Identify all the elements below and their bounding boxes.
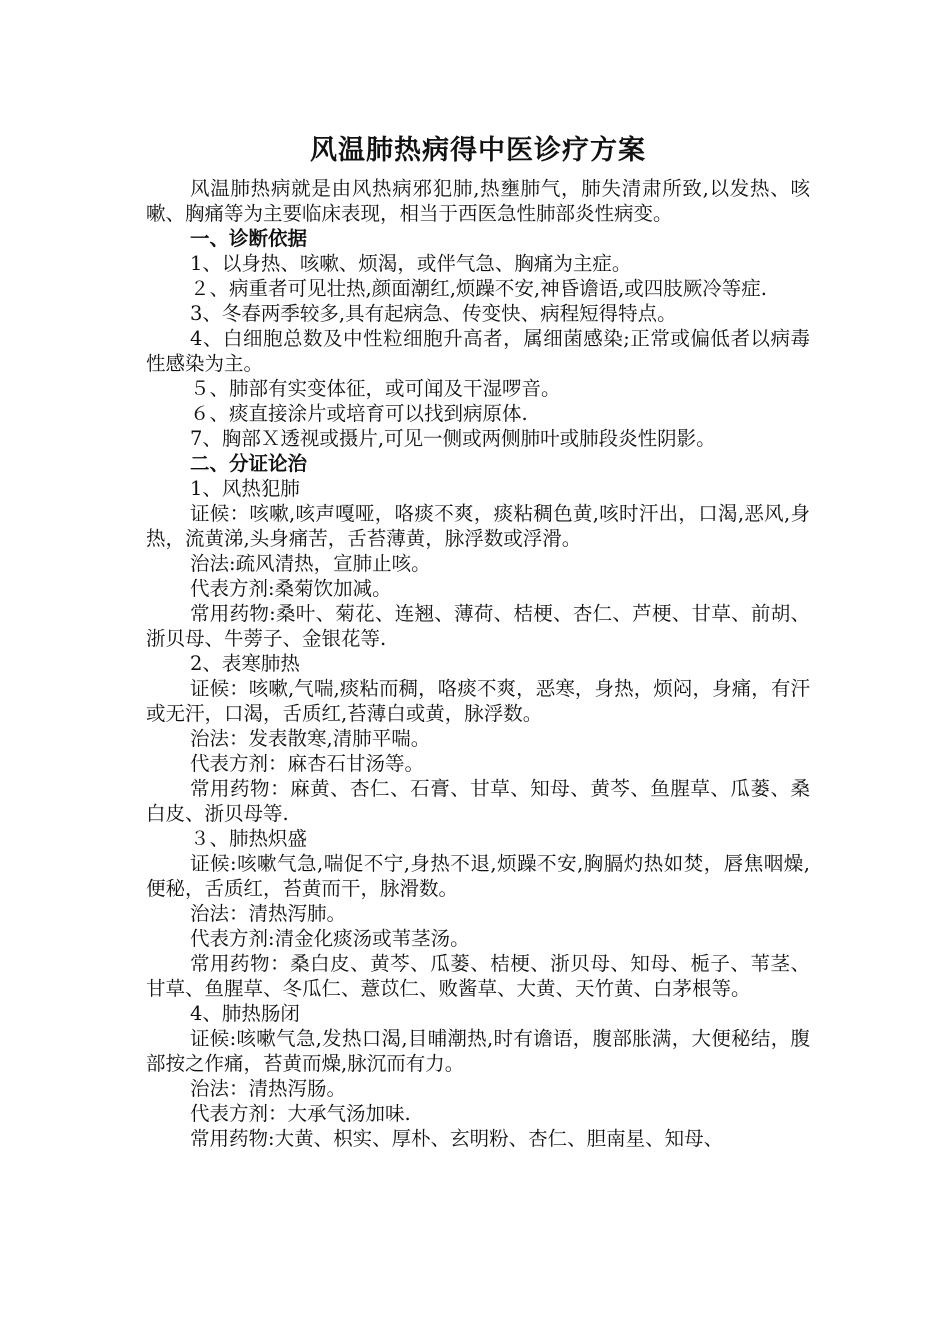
herbs-line: 常用药物:大黄、枳实、厚朴、玄明粉、杏仁、胆南星、知母、 bbox=[190, 1127, 724, 1150]
prescription-line: 代表方剂:桑菊饮加减。 bbox=[190, 577, 392, 600]
document-title: 风温肺热病得中医诊疗方案 bbox=[310, 135, 646, 166]
diagnosis-item: 7、胸部Ｘ透视或摄片,可见一侧或两侧肺叶或肺段炎性阴影。 bbox=[190, 427, 716, 450]
diagnosis-item: 1、以身热、咳嗽、烦渴，或伴气急、胸痛为主症。 bbox=[190, 252, 632, 275]
treatment-line: 治法：发表散寒,清肺平喘。 bbox=[190, 727, 431, 750]
herbs-line: 常用药物：桑白皮、黄芩、瓜蒌、桔梗、浙贝母、知母、栀子、苇茎、甘草、鱼腥草、冬瓜仁、薏苡仁、败酱草、大黄、天竹黄、白茅根等。 bbox=[146, 952, 810, 1000]
syndrome-line: 证候:咳嗽气急,喘促不宁,身热不退,烦躁不安,胸膈灼热如焚，唇焦咽燥,便秘，舌质红，苔黄而干，脉滑数。 bbox=[146, 852, 810, 900]
treatment-line: 治法：清热泻肠。 bbox=[190, 1077, 347, 1100]
treatment-line: 治法:疏风清热，宣肺止咳。 bbox=[190, 552, 431, 575]
diagnosis-item: ２、病重者可见壮热,颜面潮红,烦躁不安,神昏谵语,或四肢厥冷等症. bbox=[190, 277, 767, 300]
prescription-line: 代表方剂：麻杏石甘汤等。 bbox=[190, 752, 425, 775]
prescription-line: 代表方剂：大承气汤加味. bbox=[190, 1102, 411, 1125]
document-page bbox=[146, 128, 810, 1151]
syndrome-line: 证候：咳嗽,气喘,痰粘而稠，咯痰不爽，恶寒，身热，烦闷，身痛，有汗或无汗，口渴，舌质红,苔薄白或黄，脉浮数。 bbox=[146, 677, 810, 725]
subsection-title: 4、肺热肠闭 bbox=[190, 1002, 300, 1025]
diagnosis-item: ５、肺部有实变体征，或可闻及干湿啰音。 bbox=[190, 377, 561, 400]
diagnosis-item: ６、痰直接涂片或培育可以找到病原体. bbox=[190, 402, 528, 425]
subsection-title: 2、表寒肺热 bbox=[190, 652, 300, 675]
syndrome-line: 证候：咳嗽,咳声嘎哑，咯痰不爽，痰粘稠色黄,咳时汗出，口渴,恶风,身热，流黄涕,头身痛苦，舌苔薄黄，脉浮数或浮滑。 bbox=[146, 502, 810, 550]
subsection-title: ３、肺热炽盛 bbox=[190, 827, 308, 850]
intro-paragraph: 风温肺热病就是由风热病邪犯肺,热壅肺气，肺失清肃所致,以发热、咳嗽、胸痛等为主要临床表现，相当于西医急性肺部炎性病变。 bbox=[146, 177, 810, 225]
treatment-line: 治法：清热泻肺。 bbox=[190, 902, 347, 925]
syndrome-line: 证候:咳嗽气急,发热口渴,目晡潮热,时有谵语，腹部胀满，大便秘结，腹部按之作痛，苔黄而燥,脉沉而有力。 bbox=[146, 1027, 810, 1075]
herbs-line: 常用药物：麻黄、杏仁、石膏、甘草、知母、黄芩、鱼腥草、瓜蒌、桑白皮、浙贝母等. bbox=[146, 777, 810, 825]
subsection-title: 1、风热犯肺 bbox=[190, 477, 300, 500]
prescription-line: 代表方剂:清金化痰汤或苇茎汤。 bbox=[190, 927, 470, 950]
herbs-line: 常用药物:桑叶、菊花、连翘、薄荷、桔梗、杏仁、芦梗、甘草、前胡、浙贝母、牛蒡子、金银花等. bbox=[146, 602, 810, 650]
diagnosis-item: 3、冬春两季较多,具有起病急、传变快、病程短得特点。 bbox=[190, 302, 677, 325]
section-heading-diagnosis: 一、诊断依据 bbox=[190, 227, 308, 250]
section-heading-treatment: 二、分证论治 bbox=[190, 452, 308, 475]
diagnosis-item: 4、白细胞总数及中性粒细胞升高者，属细菌感染;正常或偏低者以病毒性感染为主。 bbox=[146, 327, 810, 375]
